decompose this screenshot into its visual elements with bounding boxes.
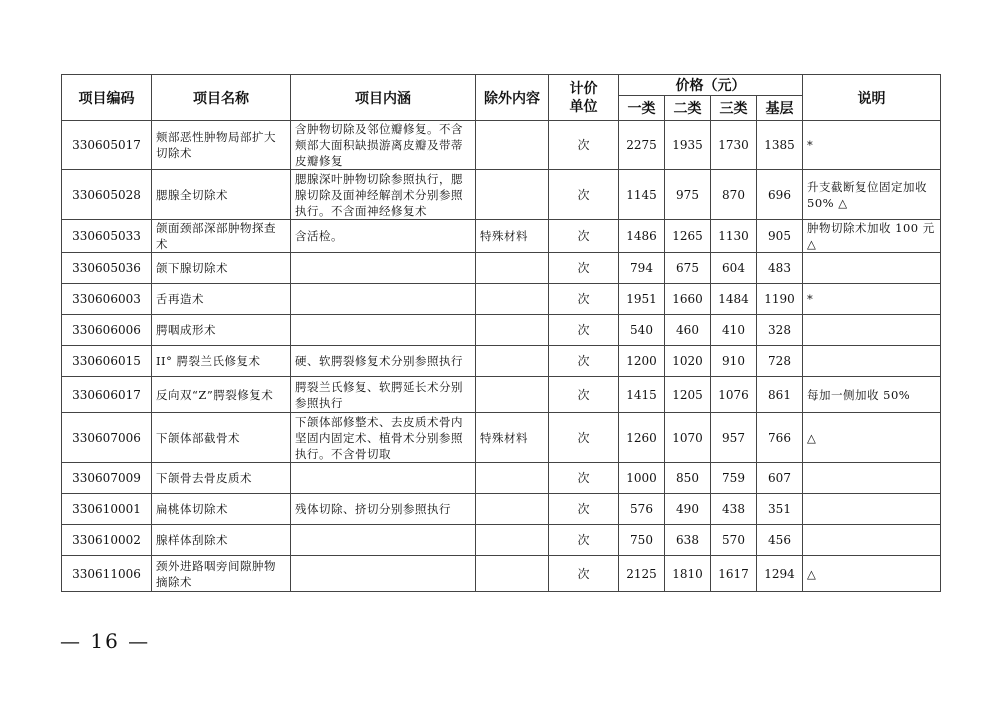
cell-unit: 次 xyxy=(549,525,619,556)
cell-price-tier1: 1260 xyxy=(619,413,665,463)
cell-note xyxy=(803,525,941,556)
cell-price-tier2: 460 xyxy=(665,315,711,346)
cell-price-basic: 728 xyxy=(757,346,803,377)
cell-price-tier2: 1020 xyxy=(665,346,711,377)
cell-price-tier1: 794 xyxy=(619,253,665,284)
cell-price-tier3: 910 xyxy=(711,346,757,377)
cell-price-tier1: 540 xyxy=(619,315,665,346)
cell-content: 含活检。 xyxy=(291,220,476,253)
cell-code: 330610002 xyxy=(62,525,152,556)
cell-unit: 次 xyxy=(549,220,619,253)
cell-price-tier2: 975 xyxy=(665,170,711,220)
cell-name: 腺样体刮除术 xyxy=(152,525,291,556)
cell-exclusion xyxy=(476,525,549,556)
header-price-group: 价格（元） xyxy=(619,75,803,96)
cell-price-tier3: 1617 xyxy=(711,556,757,592)
cell-code: 330610001 xyxy=(62,494,152,525)
cell-content xyxy=(291,463,476,494)
table-row xyxy=(62,377,941,413)
cell-exclusion xyxy=(476,463,549,494)
cell-price-tier1: 1415 xyxy=(619,377,665,413)
cell-price-tier1: 576 xyxy=(619,494,665,525)
header-tier2: 二类 xyxy=(665,96,711,121)
cell-content xyxy=(291,315,476,346)
cell-unit: 次 xyxy=(549,346,619,377)
cell-name: 腮腺全切除术 xyxy=(152,170,291,220)
cell-exclusion xyxy=(476,284,549,315)
cell-exclusion xyxy=(476,121,549,170)
cell-price-tier1: 1951 xyxy=(619,284,665,315)
cell-content: 残体切除、挤切分别参照执行 xyxy=(291,494,476,525)
cell-name: 颈外进路咽旁间隙肿物摘除术 xyxy=(152,556,291,592)
cell-exclusion xyxy=(476,315,549,346)
cell-price-tier3: 1130 xyxy=(711,220,757,253)
cell-price-tier3: 1484 xyxy=(711,284,757,315)
cell-price-tier2: 675 xyxy=(665,253,711,284)
cell-exclusion xyxy=(476,346,549,377)
cell-note xyxy=(803,253,941,284)
cell-note: △ xyxy=(803,413,941,463)
cell-price-basic: 1190 xyxy=(757,284,803,315)
cell-price-tier2: 1265 xyxy=(665,220,711,253)
cell-price-tier2: 850 xyxy=(665,463,711,494)
cell-exclusion xyxy=(476,253,549,284)
cell-note xyxy=(803,346,941,377)
table-row xyxy=(62,556,941,592)
cell-code: 330606003 xyxy=(62,284,152,315)
cell-note xyxy=(803,463,941,494)
cell-price-tier3: 870 xyxy=(711,170,757,220)
price-table xyxy=(61,74,941,592)
cell-name: 下颌体部截骨术 xyxy=(152,413,291,463)
header-content: 项目内涵 xyxy=(291,75,476,121)
cell-price-tier2: 1205 xyxy=(665,377,711,413)
cell-price-tier3: 759 xyxy=(711,463,757,494)
cell-price-basic: 905 xyxy=(757,220,803,253)
header-tier3: 三类 xyxy=(711,96,757,121)
cell-price-tier1: 2275 xyxy=(619,121,665,170)
cell-price-tier3: 410 xyxy=(711,315,757,346)
cell-price-basic: 766 xyxy=(757,413,803,463)
cell-note: 每加一侧加收 50% xyxy=(803,377,941,413)
cell-code: 330606017 xyxy=(62,377,152,413)
cell-code: 330605033 xyxy=(62,220,152,253)
page-number: — 16 — xyxy=(60,629,151,653)
cell-name: 颊部恶性肿物局部扩大切除术 xyxy=(152,121,291,170)
cell-content: 腮腺深叶肿物切除参照执行，腮腺切除及面神经解剖术分别参照执行。不含面神经修复术 xyxy=(291,170,476,220)
cell-name: 下颌骨去骨皮质术 xyxy=(152,463,291,494)
table-row xyxy=(62,170,941,220)
table-row xyxy=(62,253,941,284)
cell-price-tier3: 438 xyxy=(711,494,757,525)
header-code: 项目编码 xyxy=(62,75,152,121)
table-row xyxy=(62,346,941,377)
cell-price-tier2: 1070 xyxy=(665,413,711,463)
cell-note: △ xyxy=(803,556,941,592)
table-row xyxy=(62,413,941,463)
cell-content: 含肿物切除及邻位瓣修复。不含颊部大面积缺损游离皮瓣及带蒂皮瓣修复 xyxy=(291,121,476,170)
cell-code: 330606006 xyxy=(62,315,152,346)
cell-note xyxy=(803,315,941,346)
cell-name: II° 腭裂兰氏修复术 xyxy=(152,346,291,377)
cell-price-tier2: 1935 xyxy=(665,121,711,170)
table-row xyxy=(62,525,941,556)
cell-note: 肿物切除术加收 100 元 △ xyxy=(803,220,941,253)
cell-note: * xyxy=(803,284,941,315)
cell-name: 颌下腺切除术 xyxy=(152,253,291,284)
cell-unit: 次 xyxy=(549,377,619,413)
cell-price-tier1: 1486 xyxy=(619,220,665,253)
cell-content: 硬、软腭裂修复术分别参照执行 xyxy=(291,346,476,377)
cell-price-tier2: 1660 xyxy=(665,284,711,315)
header-note: 说明 xyxy=(803,75,941,121)
cell-code: 330607009 xyxy=(62,463,152,494)
cell-name: 反向双“Z”腭裂修复术 xyxy=(152,377,291,413)
cell-unit: 次 xyxy=(549,494,619,525)
cell-exclusion xyxy=(476,170,549,220)
cell-exclusion xyxy=(476,494,549,525)
header-name: 项目名称 xyxy=(152,75,291,121)
cell-code: 330606015 xyxy=(62,346,152,377)
table-row xyxy=(62,494,941,525)
cell-price-tier1: 1200 xyxy=(619,346,665,377)
table-row xyxy=(62,315,941,346)
cell-unit: 次 xyxy=(549,253,619,284)
cell-price-tier3: 604 xyxy=(711,253,757,284)
cell-name: 颌面颈部深部肿物探查术 xyxy=(152,220,291,253)
cell-code: 330605028 xyxy=(62,170,152,220)
cell-unit: 次 xyxy=(549,170,619,220)
table-row xyxy=(62,121,941,170)
cell-note: * xyxy=(803,121,941,170)
cell-name: 舌再造术 xyxy=(152,284,291,315)
cell-price-basic: 1385 xyxy=(757,121,803,170)
cell-code: 330607006 xyxy=(62,413,152,463)
cell-code: 330605036 xyxy=(62,253,152,284)
cell-price-basic: 351 xyxy=(757,494,803,525)
cell-unit: 次 xyxy=(549,556,619,592)
cell-price-tier1: 1145 xyxy=(619,170,665,220)
cell-content xyxy=(291,253,476,284)
cell-price-basic: 861 xyxy=(757,377,803,413)
header-unit: 计价 单位 xyxy=(549,75,619,121)
cell-price-tier2: 490 xyxy=(665,494,711,525)
cell-unit: 次 xyxy=(549,121,619,170)
cell-price-tier3: 570 xyxy=(711,525,757,556)
cell-unit: 次 xyxy=(549,463,619,494)
cell-price-basic: 1294 xyxy=(757,556,803,592)
cell-price-basic: 696 xyxy=(757,170,803,220)
cell-note xyxy=(803,494,941,525)
cell-unit: 次 xyxy=(549,413,619,463)
header-row xyxy=(62,75,941,96)
table-row xyxy=(62,463,941,494)
cell-price-tier2: 1810 xyxy=(665,556,711,592)
cell-content: 下颌体部修整术、去皮质术骨内坚固内固定术、植骨术分别参照执行。不含骨切取 xyxy=(291,413,476,463)
header-basic: 基层 xyxy=(757,96,803,121)
cell-unit: 次 xyxy=(549,284,619,315)
cell-content xyxy=(291,556,476,592)
cell-content xyxy=(291,284,476,315)
cell-price-tier2: 638 xyxy=(665,525,711,556)
cell-code: 330605017 xyxy=(62,121,152,170)
cell-price-tier1: 750 xyxy=(619,525,665,556)
table-row xyxy=(62,284,941,315)
cell-price-tier1: 1000 xyxy=(619,463,665,494)
cell-price-basic: 607 xyxy=(757,463,803,494)
cell-content xyxy=(291,525,476,556)
cell-code: 330611006 xyxy=(62,556,152,592)
cell-price-tier1: 2125 xyxy=(619,556,665,592)
cell-price-tier3: 957 xyxy=(711,413,757,463)
cell-exclusion xyxy=(476,377,549,413)
cell-price-tier3: 1076 xyxy=(711,377,757,413)
cell-price-basic: 483 xyxy=(757,253,803,284)
cell-price-basic: 456 xyxy=(757,525,803,556)
cell-exclusion: 特殊材料 xyxy=(476,413,549,463)
cell-exclusion: 特殊材料 xyxy=(476,220,549,253)
cell-unit: 次 xyxy=(549,315,619,346)
cell-note: 升支截断复位固定加收 50% △ xyxy=(803,170,941,220)
header-exclusion: 除外内容 xyxy=(476,75,549,121)
cell-content: 腭裂兰氏修复、软腭延长术分别参照执行 xyxy=(291,377,476,413)
table-row xyxy=(62,220,941,253)
cell-exclusion xyxy=(476,556,549,592)
cell-price-basic: 328 xyxy=(757,315,803,346)
cell-name: 腭咽成形术 xyxy=(152,315,291,346)
cell-price-tier3: 1730 xyxy=(711,121,757,170)
cell-name: 扁桃体切除术 xyxy=(152,494,291,525)
header-tier1: 一类 xyxy=(619,96,665,121)
